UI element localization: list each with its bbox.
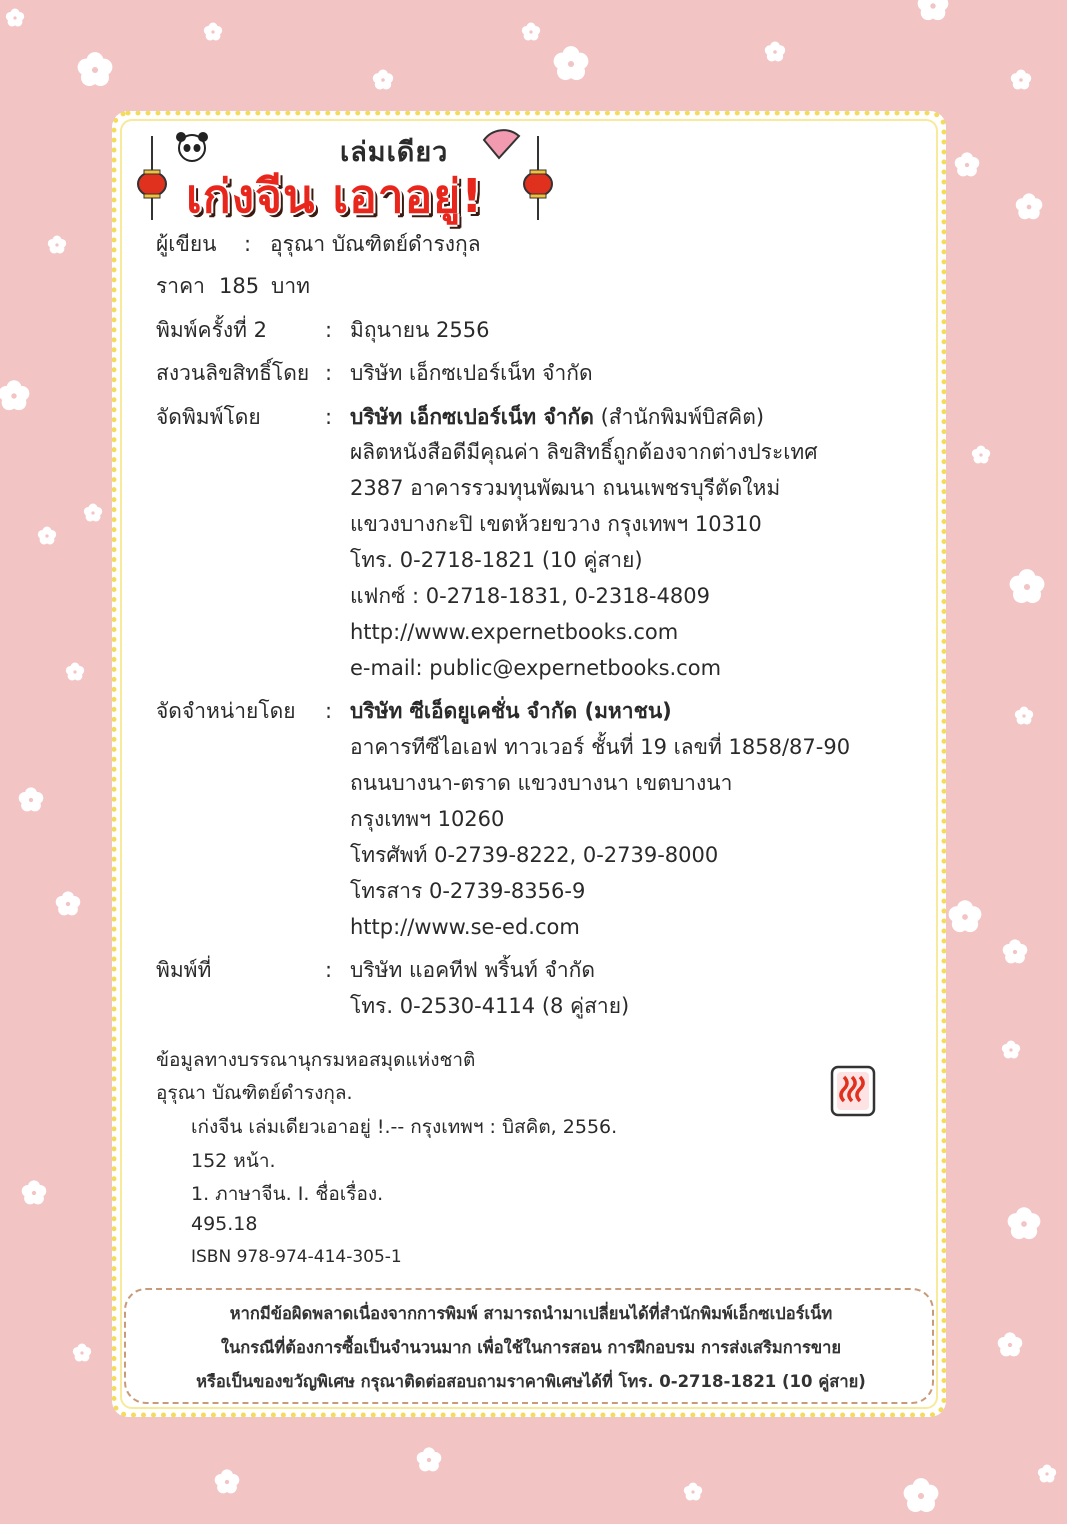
- distributed-by-label: จัดจำหน่ายโดย: [156, 699, 296, 723]
- distributed-by-website: http://www.se-ed.com: [350, 915, 580, 939]
- notice-line: ในกรณีที่ต้องการซื้อเป็นจำนวนมาก เพื่อใช้ในการสอน การฝึกอบรม การส่งเสริมการขาย: [220, 1338, 842, 1357]
- flower-icon: [904, 1478, 939, 1512]
- catalog-author: อุรุณา บัณฑิตย์ดำรงกุล.: [156, 1082, 353, 1104]
- printer-company: บริษัท แอคทีฟ พริ้นท์ จำกัด: [350, 958, 595, 982]
- flower-icon: [684, 1483, 702, 1501]
- price-label: ราคา: [156, 274, 205, 298]
- flower-icon: [955, 152, 980, 176]
- notice-box: [124, 1288, 934, 1404]
- price-value: 185: [219, 274, 260, 298]
- notice-line: หากมีข้อผิดพลาดเนื่องจากการพิมพ์ สามารถนำมาเปลี่ยนได้ที่สำนักพิมพ์เอ็กซเปอร์เน็ท: [229, 1304, 833, 1323]
- printed-by-line: ผลิตหนังสือดีมีคุณค่า ลิขสิทธิ์ถูกต้องจากต่างประเทศ: [350, 440, 818, 464]
- flower-icon: [1016, 193, 1043, 219]
- edition-label: พิมพ์ครั้งที่ 2: [156, 318, 267, 342]
- printed-by-company-note: (สำนักพิมพ์บิสคิต): [600, 405, 765, 429]
- flower-icon: [84, 504, 102, 522]
- flower-icon: [1010, 569, 1045, 603]
- flower-icon: [0, 380, 29, 410]
- copyright-label: สงวนลิขสิทธิ์โดย: [156, 361, 310, 385]
- publisher-logo-icon: [830, 1065, 876, 1117]
- edition-colon: :: [325, 318, 333, 342]
- flower-icon: [215, 1469, 240, 1493]
- flower-icon: [998, 1332, 1023, 1356]
- copyright-colon: :: [325, 361, 333, 385]
- printed-by-label: จัดพิมพ์โดย: [156, 405, 261, 429]
- distributed-by-company: บริษัท ซีเอ็ดยูเคชั่น จำกัด (มหาชน): [350, 699, 672, 723]
- printed-by-website: http://www.expernetbooks.com: [350, 620, 679, 644]
- printer-colon: :: [325, 958, 333, 982]
- flower-icon: [1015, 707, 1033, 725]
- catalog-isbn: ISBN 978-974-414-305-1: [191, 1247, 402, 1267]
- flower-icon: [22, 1180, 47, 1204]
- flower-icon: [56, 891, 81, 915]
- distributed-by-fax: โทรสาร 0-2739-8356-9: [350, 879, 586, 903]
- flower-icon: [554, 46, 589, 80]
- flower-icon: [6, 9, 24, 27]
- book-logo: [134, 128, 564, 228]
- catalog-entry: 1. ภาษาจีน. I. ชื่อเรื่อง.: [191, 1183, 384, 1205]
- price-unit: บาท: [271, 274, 310, 298]
- logo-subtitle: เล่มเดียว: [340, 137, 449, 168]
- printed-by-email: e-mail: public@expernetbooks.com: [350, 656, 722, 680]
- distributed-by-colon: :: [325, 699, 333, 723]
- flower-icon: [66, 663, 84, 681]
- flower-icon: [1002, 1041, 1020, 1059]
- catalog-entry: เก่งจีน เล่มเดียวเอาอยู่ !.-- กรุงเทพฯ : บิสคิต, 2556.: [191, 1116, 618, 1138]
- author-label: ผู้เขียน: [156, 232, 217, 256]
- catalog-heading: ข้อมูลทางบรรณานุกรมหอสมุดแห่งชาติ: [156, 1049, 476, 1071]
- flower-icon: [1038, 1465, 1056, 1483]
- flower-icon: [78, 52, 113, 86]
- flower-icon: [373, 70, 393, 90]
- flower-icon: [1003, 939, 1028, 963]
- flower-icon: [972, 446, 990, 464]
- flower-icon: [204, 23, 222, 41]
- notice-line: หรือเป็นของขวัญพิเศษ กรุณาติดต่อสอบถามราคาพิเศษได้ที่ โทร. 0-2718-1821 (10 คู่สาย): [196, 1372, 866, 1391]
- printed-by-fax: แฟกซ์ : 0-2718-1831, 0-2318-4809: [350, 584, 710, 608]
- distributed-by-line: ถนนบางนา-ตราด แขวงบางนา เขตบางนา: [350, 771, 733, 795]
- flower-icon: [73, 1344, 91, 1362]
- flower-icon: [19, 787, 44, 811]
- author-value: อุรุณา บัณฑิตย์ดำรงกุล: [270, 232, 481, 256]
- distributed-by-line: กรุงเทพฯ 10260: [350, 807, 505, 831]
- printed-by-line: แขวงบางกะปิ เขตห้วยขวาง กรุงเทพฯ 10310: [350, 512, 762, 536]
- distributed-by-line: อาคารทีซีไอเอฟ ทาวเวอร์ ชั้นที่ 19 เลขที่ 1858/87-90: [350, 735, 851, 759]
- printed-by-company: บริษัท เอ็กซเปอร์เน็ท จำกัด: [350, 405, 594, 429]
- flower-icon: [48, 236, 66, 254]
- printed-by-line: 2387 อาคารรวมทุนพัฒนา ถนนเพชรบุรีตัดใหม่: [350, 476, 781, 500]
- distributed-by-phone: โทรศัพท์ 0-2739-8222, 0-2739-8000: [350, 843, 719, 867]
- author-colon: :: [244, 232, 252, 256]
- flower-icon: [949, 900, 982, 932]
- flower-icon: [417, 1447, 442, 1471]
- flower-icon: [38, 527, 56, 545]
- flower-icon: [765, 42, 785, 62]
- flower-icon: [1011, 70, 1031, 90]
- flower-icon: [918, 0, 949, 20]
- catalog-entry: 152 หน้า.: [191, 1150, 276, 1172]
- printed-by-colon: :: [325, 405, 333, 429]
- printer-phone: โทร. 0-2530-4114 (8 คู่สาย): [350, 994, 630, 1018]
- printer-label: พิมพ์ที่: [156, 958, 212, 982]
- flower-icon: [522, 23, 540, 41]
- logo-title: เก่งจีน เอาอยู่!: [186, 169, 484, 223]
- edition-value: มิถุนายน 2556: [350, 318, 490, 342]
- catalog-entry: 495.18: [191, 1213, 258, 1235]
- flower-icon: [1008, 1207, 1041, 1239]
- printed-by-phone: โทร. 0-2718-1821 (10 คู่สาย): [350, 548, 643, 572]
- copyright-value: บริษัท เอ็กซเปอร์เน็ท จำกัด: [350, 361, 593, 385]
